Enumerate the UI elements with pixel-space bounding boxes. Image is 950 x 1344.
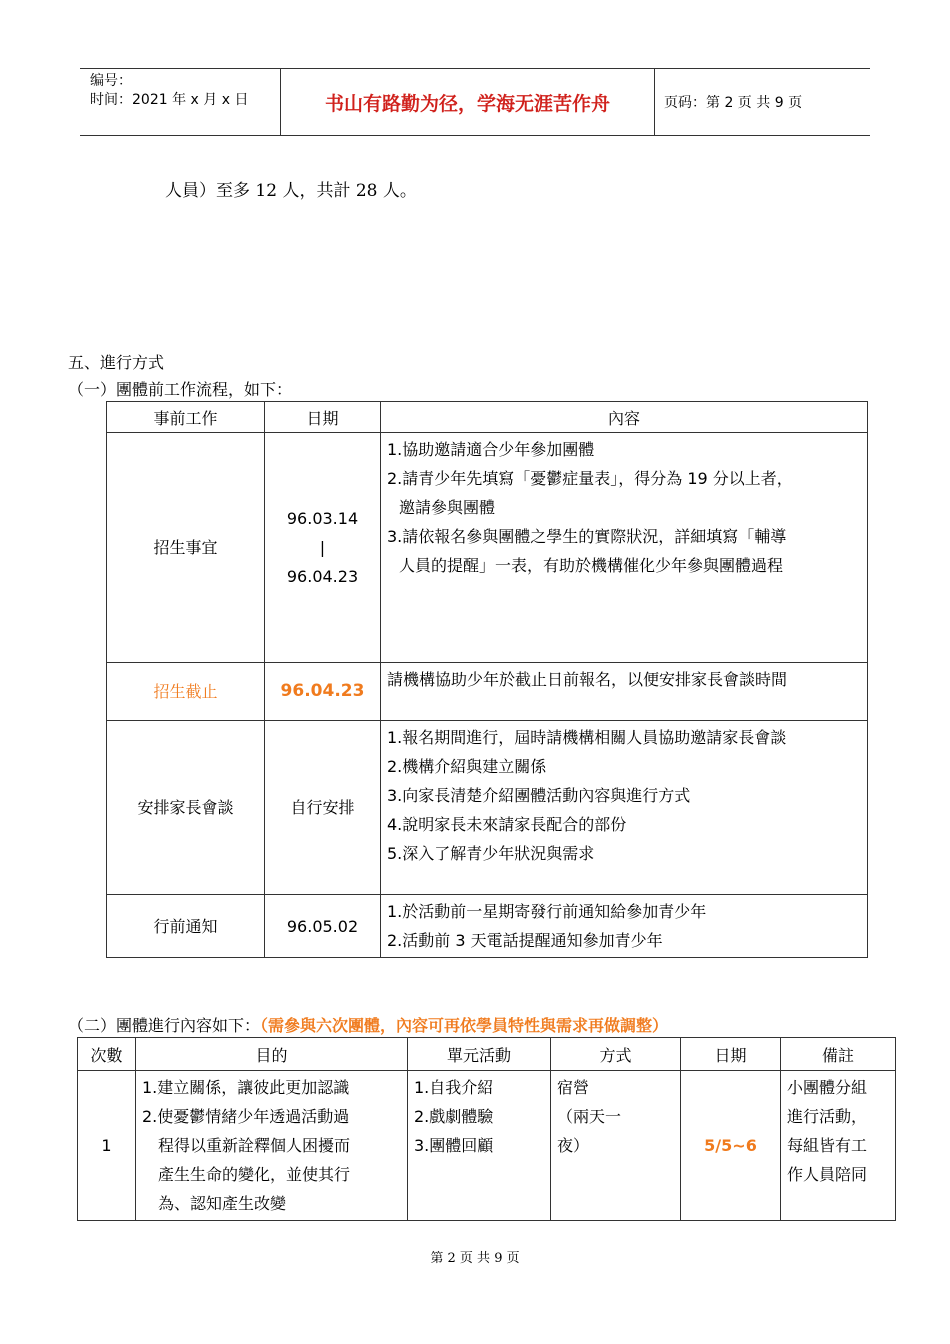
- time-label: 时间：2021 年 x 月 x 日: [90, 92, 249, 108]
- content-line: 1.協助邀請適合少年參加團體: [387, 440, 595, 459]
- page-footer: 第 2 页 共 9 页: [430, 1251, 520, 1266]
- note-line: 小團體分組: [787, 1078, 868, 1097]
- subsection-title-text: （二）團體進行內容如下：: [68, 1016, 261, 1035]
- note-line: 作人員陪同: [787, 1165, 868, 1184]
- content-line: 1.報名期間進行，屆時請機構相關人員協助邀請家長會談: [387, 728, 787, 747]
- table-row: [107, 895, 868, 958]
- table-row: [107, 663, 868, 721]
- date-separator: |: [319, 538, 326, 557]
- task-cell: 招生截止: [107, 663, 265, 721]
- purpose-cell: [136, 1071, 408, 1221]
- method-line: 宿營: [557, 1078, 590, 1097]
- content-line: 2.機構介紹與建立關係: [387, 757, 547, 776]
- task-cell: 行前通知: [107, 895, 265, 958]
- content-cell: [381, 721, 868, 895]
- activities-cell: [408, 1071, 551, 1221]
- subsection-title-1: （一）團體前工作流程，如下：: [68, 380, 293, 399]
- note-line: 每組皆有工: [787, 1136, 868, 1155]
- task-cell: 安排家長會談: [107, 721, 265, 895]
- column-header: 目的: [136, 1038, 408, 1071]
- date-cell: 自行安排: [265, 721, 381, 895]
- content-line: 5.深入了解青少年狀況與需求: [387, 844, 595, 863]
- column-header: 方式: [551, 1038, 681, 1071]
- table-row: [78, 1071, 896, 1221]
- content-line: 4.說明家長未來請家長配合的部份: [387, 815, 627, 834]
- table-row: [107, 433, 868, 663]
- purpose-line: 為、認知產生改變: [158, 1194, 287, 1213]
- content-line: 1.於活動前一星期寄發行前通知給參加青少年: [387, 902, 707, 921]
- column-header: 備註: [781, 1038, 896, 1071]
- content-line: 請機構協助少年於截止日前報名，以便安排家長會談時間: [387, 670, 788, 689]
- subsection-title-2: [68, 1013, 668, 1036]
- purpose-line: 產生生命的變化，並使其行: [158, 1165, 351, 1184]
- note-line: 進行活動，: [787, 1107, 868, 1126]
- method-line: （兩天一: [557, 1107, 622, 1126]
- date-cell: 5/5~6: [681, 1071, 781, 1221]
- table-header-row: [78, 1038, 896, 1071]
- group-content-table: [77, 1037, 896, 1221]
- column-header: 單元活動: [408, 1038, 551, 1071]
- header-page-info: 页码：第 2 页 共 9 页: [664, 95, 803, 111]
- content-line: 人員的提醒」一表，有助於機構催化少年參與團體過程: [399, 556, 784, 575]
- session-number: 1: [78, 1071, 136, 1221]
- number-label: 编号：: [90, 73, 132, 89]
- purpose-line: 程得以重新詮釋個人困擾而: [158, 1136, 351, 1155]
- content-line: 2.請青少年先填寫「憂鬱症量表」，得分為 19 分以上者，: [387, 469, 793, 488]
- method-line: 夜）: [557, 1136, 590, 1155]
- date-start: 96.03.14: [286, 509, 359, 528]
- content-cell: [381, 663, 868, 721]
- section-title: 五、進行方式: [68, 353, 165, 372]
- table-row: [107, 721, 868, 895]
- column-header: 日期: [265, 402, 381, 433]
- column-header: 內容: [381, 402, 868, 433]
- activity-item: 2.戲劇體驗: [414, 1107, 494, 1126]
- table-header-row: [107, 402, 868, 433]
- column-header: 次數: [78, 1038, 136, 1071]
- content-line: 2.活動前 3 天電話提醒通知參加青少年: [387, 931, 663, 950]
- date-cell: [265, 433, 381, 663]
- date-end: 96.04.23: [286, 567, 359, 586]
- header-meta: [80, 69, 281, 135]
- content-cell: [381, 895, 868, 958]
- note-cell: [781, 1071, 896, 1221]
- content-line: 3.請依報名參與團體之學生的實際狀況，詳細填寫「輔導: [387, 527, 787, 546]
- purpose-line: 2.使憂鬱情緒少年透過活動過: [142, 1107, 350, 1126]
- activity-item: 3.團體回顧: [414, 1136, 494, 1155]
- column-header: 日期: [681, 1038, 781, 1071]
- column-header: 事前工作: [107, 402, 265, 433]
- pre-group-workflow-table: [106, 401, 868, 958]
- date-cell: 96.05.02: [265, 895, 381, 958]
- content-cell: [381, 433, 868, 663]
- purpose-line: 1.建立關係，讓彼此更加認識: [142, 1078, 350, 1097]
- content-line: 邀請參與團體: [399, 498, 496, 517]
- activity-item: 1.自我介紹: [414, 1078, 494, 1097]
- intro-line: 人員）至多 12 人，共計 28 人。: [165, 181, 417, 201]
- document-header: [80, 68, 870, 136]
- content-line: 3.向家長清楚介紹團體活動內容與進行方式: [387, 786, 691, 805]
- date-cell: 96.04.23: [265, 663, 381, 721]
- subsection-note: （需參與六次團體，內容可再依學員特性與需求再做調整）: [260, 1016, 669, 1035]
- header-motto: 书山有路勤为径，学海无涯苦作舟: [281, 69, 655, 135]
- task-cell: 招生事宜: [107, 433, 265, 663]
- method-cell: [551, 1071, 681, 1221]
